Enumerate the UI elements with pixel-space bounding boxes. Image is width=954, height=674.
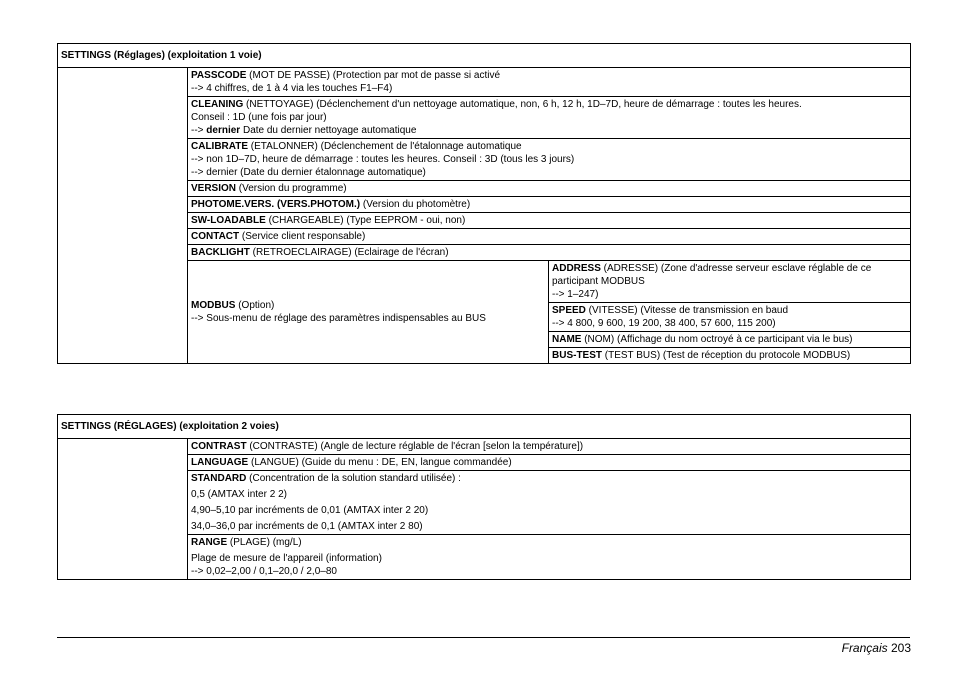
setting-detail: --> 0,02–2,00 / 0,1–20,0 / 2,0–80 [191,566,337,577]
setting-desc: (NOM) (Affichage du nom octroyé à ce participant via le bus) [581,334,853,345]
setting-detail: 0,5 (AMTAX inter 2 2) [191,489,287,500]
table-header: SETTINGS (RÉGLAGES) (exploitation 2 voies) [58,415,911,439]
setting-key: BACKLIGHT [191,247,250,258]
setting-contact [188,229,911,245]
setting-language [188,455,911,471]
footer-language: Français [841,641,888,655]
setting-photometer-version [188,197,911,213]
setting-desc: (VITESSE) (Vitesse de transmission en baud [585,305,789,316]
setting-detail: Plage de mesure de l'appareil (information) [191,553,382,564]
setting-desc: (ADRESSE) (Zone d'adresse serveur esclave réglable de ce participant MODBUS [552,263,872,287]
setting-key: NAME [552,334,582,345]
setting-modbus-name [549,332,911,348]
setting-desc: (Version du photomètre) [360,199,471,210]
setting-modbus-bus-test [549,348,911,364]
setting-desc: (PLAGE) (mg/L) [227,537,302,548]
setting-standard [188,471,911,535]
setting-desc: (CONTRASTE) (Angle de lecture réglable de l'écran [selon la température]) [246,441,584,452]
setting-key: CONTRAST [191,441,247,452]
setting-calibrate [188,139,911,181]
setting-key: CALIBRATE [191,141,249,152]
arrow-prefix: --> [191,125,207,136]
setting-key: LANGUAGE [191,457,249,468]
setting-key: PASSCODE [191,70,247,81]
setting-key: RANGE [191,537,228,548]
setting-key: CLEANING [191,99,244,110]
setting-key: SPEED [552,305,586,316]
empty-menu-cell [58,68,188,364]
setting-key: VERSION [191,183,237,194]
setting-desc: (MOT DE PASSE) (Protection par mot de passe si activé [246,70,500,81]
setting-detail-last [191,124,907,137]
settings-table-1-voie [57,43,911,364]
setting-modbus-speed [549,303,911,332]
setting-backlight [188,245,911,261]
page-footer [842,641,911,656]
setting-detail: Conseil : 1D (une fois par jour) [191,112,327,123]
setting-desc: (TEST BUS) (Test de réception du protocole MODBUS) [602,350,851,361]
setting-sw-loadable [188,213,911,229]
setting-desc: (Version du programme) [236,183,347,194]
setting-detail: --> dernier (Date du dernier étalonnage automatique) [191,167,426,178]
setting-contrast [188,439,911,455]
setting-detail: --> Sous-menu de réglage des paramètres indispensables au BUS [191,313,486,324]
empty-menu-cell [58,439,188,580]
setting-range [188,535,911,580]
setting-key: MODBUS [191,300,236,311]
settings-table-2-voies [57,414,911,580]
setting-key: BUS-TEST [552,350,602,361]
setting-modbus-address [549,261,911,303]
setting-passcode [188,68,911,97]
setting-desc: (ETALONNER) (Déclenchement de l'étalonnage automatique [248,141,522,152]
setting-desc: (CHARGEABLE) (Type EEPROM - oui, non) [265,215,466,226]
setting-detail: --> 4 chiffres, de 1 à 4 via les touches F1–F4) [191,83,393,94]
setting-desc: (Concentration de la solution standard utilisée) : [246,473,461,484]
setting-detail: --> 4 800, 9 600, 19 200, 38 400, 57 600, 115 200) [552,318,776,329]
footer-divider [57,637,910,638]
page-number: 203 [890,641,911,655]
setting-modbus [188,261,549,364]
setting-cleaning [188,97,911,139]
setting-version [188,181,911,197]
setting-detail: --> non 1D–7D, heure de démarrage : toutes les heures. Conseil : 3D (tous les 3 jours) [191,154,575,165]
setting-detail: 34,0–36,0 par incréments de 0,1 (AMTAX inter 2 80) [191,521,423,532]
setting-desc: (Option) [235,300,275,311]
setting-key: PHOTOME.VERS. (VERS.PHOTOM.) [191,199,361,210]
setting-detail: 4,90–5,10 par incréments de 0,01 (AMTAX inter 2 20) [191,505,429,516]
setting-subkey: dernier [206,125,241,136]
table-header: SETTINGS (Réglages) (exploitation 1 voie) [58,44,911,68]
setting-desc: (LANGUE) (Guide du menu : DE, EN, langue commandée) [248,457,512,468]
setting-desc: (NETTOYAGE) (Déclenchement d'un nettoyage automatique, non, 6 h, 12 h, 1D–7D, heure de démarrage : toutes les heures. [243,99,802,110]
setting-key: SW-LOADABLE [191,215,266,226]
setting-detail: --> 1–247) [552,289,599,300]
setting-key: CONTACT [191,231,240,242]
setting-desc: (Service client responsable) [239,231,366,242]
setting-subdesc: Date du dernier nettoyage automatique [240,125,417,136]
setting-desc: (RETROECLAIRAGE) (Eclairage de l'écran) [249,247,449,258]
setting-key: STANDARD [191,473,247,484]
setting-key: ADDRESS [552,263,601,274]
